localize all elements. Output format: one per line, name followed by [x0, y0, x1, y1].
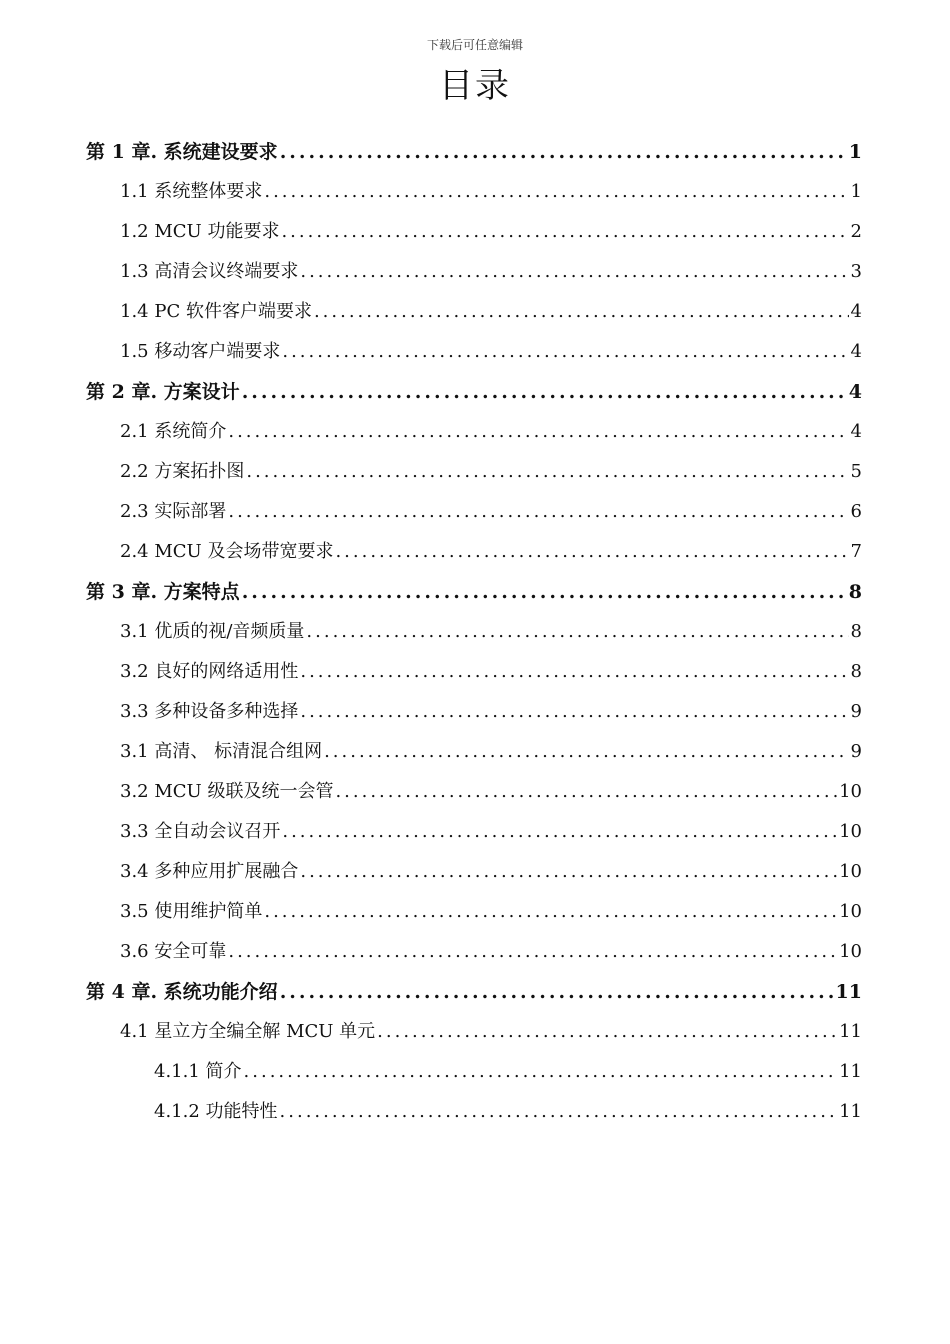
toc-page-number: 7 — [850, 541, 862, 562]
toc-section-entry[interactable] — [120, 937, 862, 967]
toc-entry-label: 3.4 多种应用扩展融合 — [120, 861, 299, 882]
toc-section-entry[interactable] — [120, 657, 862, 687]
toc-page-number: 10 — [839, 781, 862, 802]
toc-dot-leader — [300, 657, 848, 687]
toc-dot-leader — [246, 457, 848, 487]
toc-dot-leader — [280, 977, 834, 1007]
toc-entry-label: 2.1 系统简介 — [120, 421, 227, 442]
toc-entry-label: 3.3 全自动会议召开 — [120, 821, 281, 842]
page-title: 目录 — [439, 66, 511, 106]
toc-dot-leader — [306, 617, 848, 647]
toc-section-entry[interactable] — [120, 857, 862, 887]
toc-entry-label: 3.2 MCU 级联及统一会管 — [120, 781, 334, 802]
toc-entry-label: 第 3 章. 方案特点 — [86, 581, 240, 603]
toc-entry-label: 3.6 安全可靠 — [120, 941, 227, 962]
toc-section-entry[interactable] — [120, 177, 862, 207]
toc-entry-label: 3.1 高清、 标清混合组网 — [120, 741, 323, 762]
toc-entry-label: 3.5 使用维护简单 — [120, 901, 263, 922]
toc-section-entry[interactable] — [120, 777, 862, 807]
toc-entry-label: 2.3 实际部署 — [120, 501, 227, 522]
toc-entry-label: 1.4 PC 软件客户端要求 — [120, 301, 312, 322]
toc-entry-label: 2.2 方案拓扑图 — [120, 461, 245, 482]
toc-dot-leader — [300, 257, 848, 287]
toc-chapter-entry[interactable] — [86, 977, 862, 1007]
toc-page-number: 11 — [835, 981, 862, 1003]
toc-section-entry[interactable] — [120, 737, 862, 767]
toc-section-entry[interactable] — [120, 337, 862, 367]
toc-dot-leader — [324, 737, 848, 767]
toc-dot-leader — [282, 817, 837, 847]
toc-section-entry[interactable] — [120, 1017, 862, 1047]
toc-page-number: 2 — [850, 221, 862, 242]
toc-page-number: 4 — [848, 381, 862, 403]
toc-dot-leader — [264, 177, 848, 207]
toc-entry-label: 1.2 MCU 功能要求 — [120, 221, 280, 242]
toc-section-entry[interactable] — [120, 417, 862, 447]
toc-dot-leader — [282, 337, 848, 367]
toc-entry-label: 3.3 多种设备多种选择 — [120, 701, 299, 722]
toc-entry-label: 1.1 系统整体要求 — [120, 181, 263, 202]
toc-page-number: 1 — [850, 181, 862, 202]
toc-page-number: 11 — [839, 1061, 862, 1082]
toc-page-number: 3 — [850, 261, 862, 282]
toc-page-number: 10 — [839, 861, 862, 882]
toc-section-entry[interactable] — [120, 497, 862, 527]
toc-page-number: 11 — [839, 1101, 862, 1122]
toc-entry-label: 2.4 MCU 及会场带宽要求 — [120, 541, 334, 562]
toc-page-number: 10 — [839, 821, 862, 842]
toc-dot-leader — [280, 1097, 838, 1127]
toc-dot-leader — [300, 857, 837, 887]
toc-entry-label: 1.5 移动客户端要求 — [120, 341, 281, 362]
toc-entry-label: 1.3 高清会议终端要求 — [120, 261, 299, 282]
toc-chapter-entry[interactable] — [86, 577, 862, 607]
toc-page-number: 10 — [839, 941, 862, 962]
toc-page-number: 4 — [850, 341, 862, 362]
header-note: 下载后可任意编辑 — [426, 38, 523, 52]
toc-section-entry[interactable] — [120, 217, 862, 247]
toc-section-entry[interactable] — [120, 257, 862, 287]
toc-page-number: 1 — [848, 141, 862, 163]
toc-dot-leader — [244, 1057, 838, 1087]
toc-page-number: 8 — [850, 661, 862, 682]
toc-section-entry[interactable] — [120, 697, 862, 727]
toc-dot-leader — [242, 577, 847, 607]
toc-page-number: 9 — [850, 701, 862, 722]
toc-dot-leader — [335, 777, 837, 807]
toc-dot-leader — [280, 137, 847, 167]
toc-page-number: 6 — [850, 501, 862, 522]
toc-dot-leader — [377, 1017, 837, 1047]
toc-section-entry[interactable] — [120, 897, 862, 927]
toc-section-entry[interactable] — [120, 537, 862, 567]
toc-dot-leader — [314, 297, 849, 327]
toc-section-entry[interactable] — [154, 1057, 862, 1087]
toc-dot-leader — [335, 537, 848, 567]
toc-entry-label: 4.1.1 简介 — [154, 1061, 242, 1082]
toc-section-entry[interactable] — [120, 817, 862, 847]
toc-entry-label: 第 2 章. 方案设计 — [86, 381, 240, 403]
toc-chapter-entry[interactable] — [86, 137, 862, 167]
toc-dot-leader — [300, 697, 848, 727]
toc-dot-leader — [242, 377, 847, 407]
toc-entry-label: 4.1.2 功能特性 — [154, 1101, 278, 1122]
toc-chapter-entry[interactable] — [86, 377, 862, 407]
toc-dot-leader — [228, 497, 848, 527]
toc-entry-label: 3.1 优质的视/音频质量 — [120, 621, 305, 642]
toc-page-number: 11 — [839, 1021, 862, 1042]
toc-page-number: 5 — [850, 461, 862, 482]
toc-dot-leader — [228, 937, 837, 967]
toc-page-number: 4 — [850, 301, 862, 322]
toc-entry-label: 3.2 良好的网络适用性 — [120, 661, 299, 682]
toc-entry-label: 4.1 星立方全编全解 MCU 单元 — [120, 1021, 376, 1042]
toc-page-number: 4 — [850, 421, 862, 442]
toc-dot-leader — [281, 217, 848, 247]
toc-entry-label: 第 4 章. 系统功能介绍 — [86, 981, 278, 1003]
toc-page-number: 8 — [850, 621, 862, 642]
toc-entry-label: 第 1 章. 系统建设要求 — [86, 141, 278, 163]
toc-section-entry[interactable] — [120, 297, 862, 327]
toc-dot-leader — [228, 417, 848, 447]
toc-section-entry[interactable] — [120, 617, 862, 647]
toc-section-entry[interactable] — [154, 1097, 862, 1127]
toc-section-entry[interactable] — [120, 457, 862, 487]
toc-page-number: 9 — [850, 741, 862, 762]
toc-dot-leader — [264, 897, 837, 927]
toc-page-number: 10 — [839, 901, 862, 922]
toc-page-number: 8 — [848, 581, 862, 603]
